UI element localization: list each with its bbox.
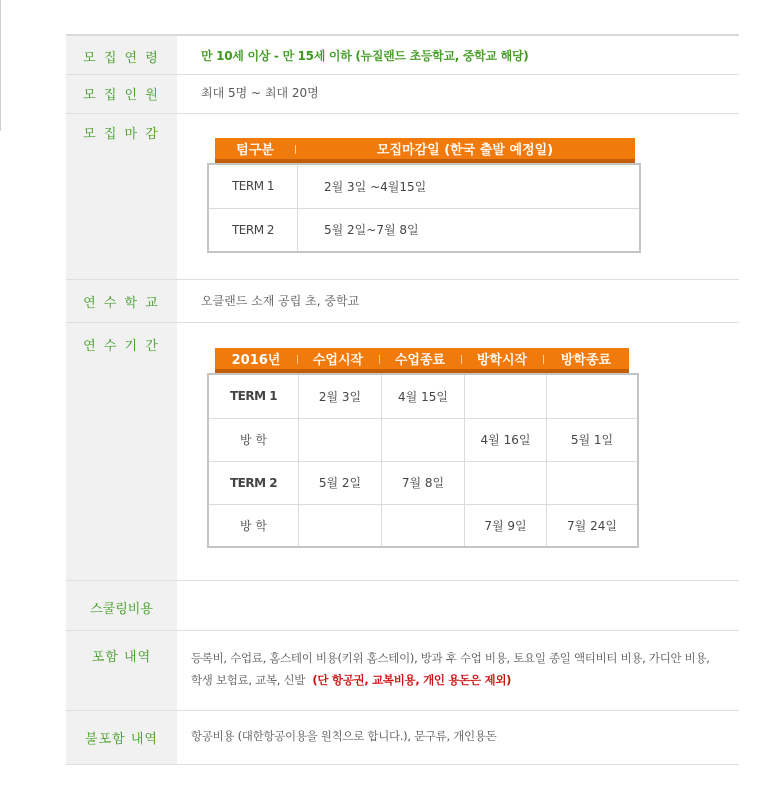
deadline-date: 5월 2일~7월 8일 — [324, 223, 419, 238]
row-period — [66, 323, 739, 581]
included-value — [177, 631, 739, 710]
deadline-row — [209, 165, 639, 208]
period-cell: 2월 3일 — [299, 375, 382, 418]
row-age — [66, 36, 739, 75]
age-value — [177, 36, 739, 74]
period-header-class-end: 수업종료 — [379, 348, 461, 373]
row-capacity — [66, 75, 739, 114]
period-row — [209, 461, 637, 504]
period-cell — [299, 504, 382, 546]
period-label: 연 수 기 간 — [66, 323, 177, 580]
period-header-year: 2016년 — [215, 348, 297, 373]
deadline-date: 2월 3일 ~4월15일 — [298, 165, 640, 208]
capacity-label: 모 집 인 원 — [66, 75, 177, 113]
age-label: 모 집 연 령 — [66, 36, 177, 74]
included-line2-wrap — [191, 669, 739, 691]
period-cell — [547, 461, 638, 504]
deadline-row — [209, 208, 639, 251]
row-school — [66, 280, 739, 323]
deadline-term: TERM 1 — [209, 165, 298, 208]
period-term: TERM 1 — [209, 375, 299, 418]
deadline-table — [207, 163, 641, 253]
included-note: (단 항공권, 교복비용, 개인 용돈은 제외) — [312, 673, 512, 687]
period-cell: 5월 1일 — [547, 418, 638, 461]
capacity-value: 최대 5명 ~ 최대 20명 — [201, 86, 319, 100]
period-row — [209, 418, 637, 461]
schooling-label: 스쿨링비용 — [66, 581, 177, 630]
period-cell — [547, 375, 638, 418]
program-info-table — [66, 34, 739, 765]
period-header-break-start: 방학시작 — [461, 348, 543, 373]
deadline-content — [177, 114, 739, 279]
included-line1: 등록비, 수업료, 홈스테이 비용(키위 홈스테이), 방과 후 수업 비용, 토요일 종일 액티비티 비용, 가디안 비용, — [191, 651, 710, 665]
included-label: 포함 내역 — [66, 631, 177, 710]
excluded-label: 불포함 내역 — [66, 711, 177, 764]
period-break: 방 학 — [209, 418, 299, 461]
period-cell: 7월 24일 — [567, 518, 617, 533]
period-cell: 7월 8일 — [382, 461, 465, 504]
period-cell — [465, 461, 547, 504]
deadline-header-term: 텀구분 — [215, 138, 295, 163]
period-cell: 5월 2일 — [299, 461, 382, 504]
row-schooling — [66, 581, 739, 631]
period-cell: 7월 9일 — [465, 504, 547, 546]
period-row — [209, 375, 637, 418]
period-header-break-end: 방학종료 — [543, 348, 629, 373]
period-cell — [382, 418, 465, 461]
period-header-class-start: 수업시작 — [297, 348, 379, 373]
deadline-header — [215, 138, 635, 163]
period-cell — [382, 504, 465, 546]
school-label: 연 수 학 교 — [66, 280, 177, 322]
included-line2: 학생 보험료, 교복, 신발 — [191, 673, 306, 687]
row-included — [66, 631, 739, 711]
period-break: 방 학 — [209, 504, 299, 546]
schooling-value — [177, 581, 739, 630]
left-edge-line — [0, 0, 1, 131]
school-value: 오클랜드 소재 공립 초, 중학교 — [201, 294, 360, 308]
deadline-term: TERM 2 — [209, 208, 298, 251]
period-cell: 4월 16일 — [465, 418, 547, 461]
age-text: 만 10세 이상 - 만 15세 이하 (뉴질랜드 초등학교, 중학교 해당) — [201, 49, 529, 63]
period-cell — [465, 375, 547, 418]
period-cell — [299, 418, 382, 461]
row-deadline — [66, 114, 739, 280]
deadline-header-date: 모집마감일 (한국 출발 예정일) — [295, 138, 635, 163]
period-row — [209, 504, 637, 546]
deadline-label: 모 집 마 감 — [66, 114, 177, 279]
period-term: TERM 2 — [209, 461, 299, 504]
excluded-value: 항공비용 (대한항공이용을 원칙으로 합니다.), 문구류, 개인용돈 — [191, 729, 497, 743]
period-header — [215, 348, 629, 373]
period-cell: 4월 15일 — [382, 375, 465, 418]
period-content — [177, 323, 739, 580]
row-excluded — [66, 711, 739, 765]
period-table — [207, 373, 639, 548]
